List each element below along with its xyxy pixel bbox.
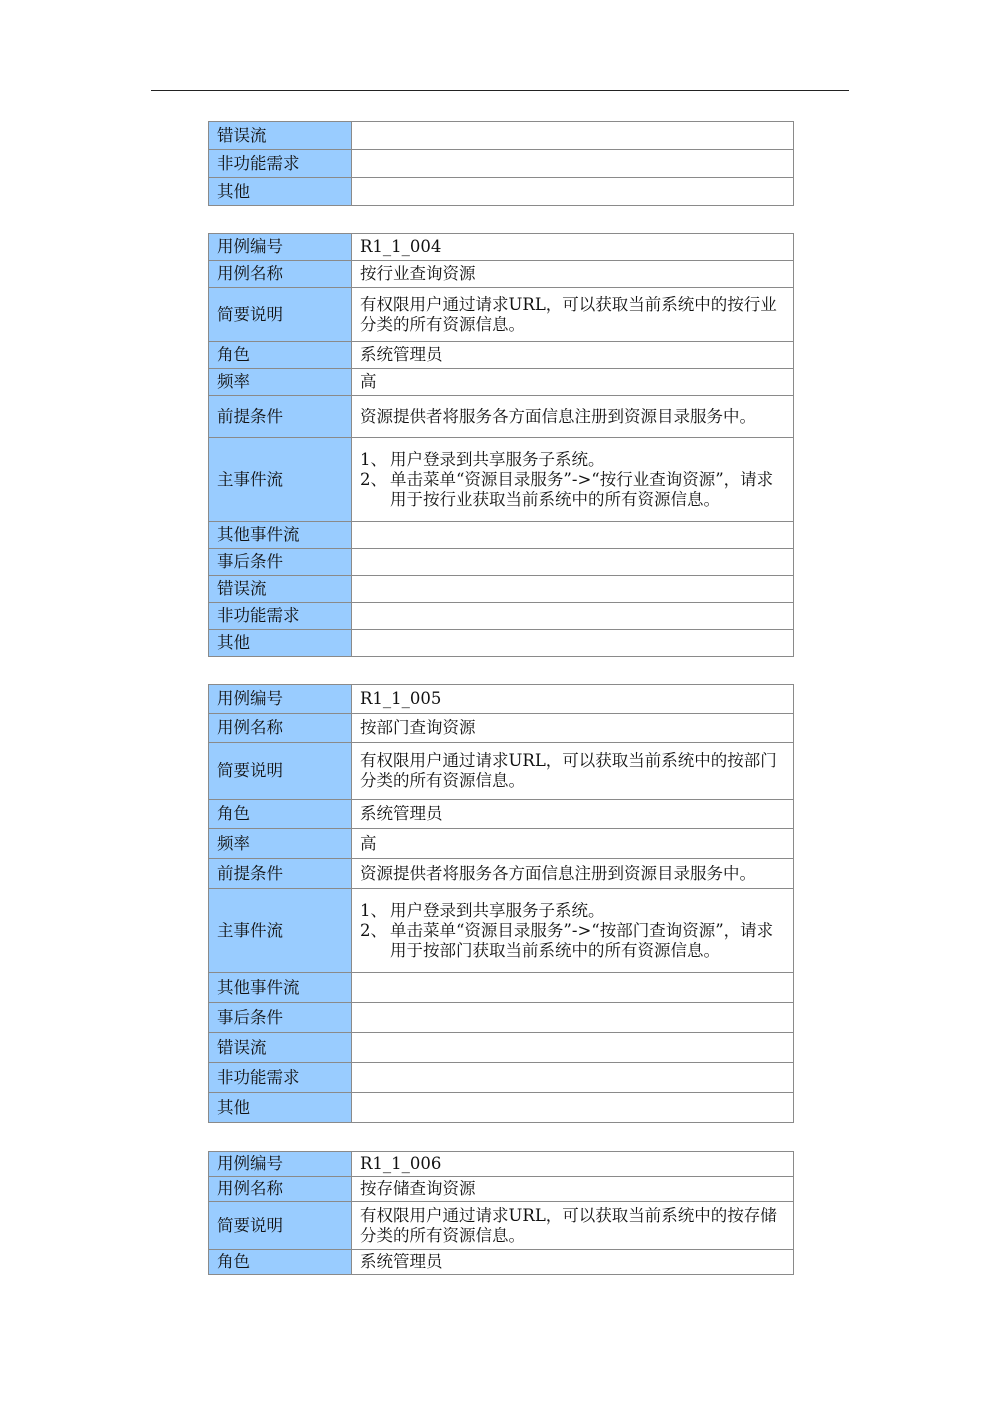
step-text: 单击菜单“资源目录服务”->“按行业查询资源”，请求用于按行业获取当前系统中的所有资源信息。 <box>390 469 774 509</box>
main-flow <box>352 438 794 522</box>
table-row <box>209 889 794 973</box>
step-number: 2、 <box>360 920 387 940</box>
row-value: 有权限用户通过请求URL，可以获取当前系统中的按行业分类的所有资源信息。 <box>352 288 794 342</box>
row-value <box>352 522 794 549</box>
row-value <box>352 1063 794 1093</box>
row-label: 错误流 <box>209 576 352 603</box>
table-row <box>209 630 794 657</box>
row-label: 频率 <box>209 829 352 859</box>
table-row <box>209 576 794 603</box>
row-label: 用例编号 <box>209 685 352 714</box>
use-case-id: R1_1_004 <box>352 234 794 261</box>
row-label: 简要说明 <box>209 743 352 800</box>
row-value: 有权限用户通过请求URL，可以获取当前系统中的按部门分类的所有资源信息。 <box>352 743 794 800</box>
row-label: 简要说明 <box>209 1202 352 1250</box>
step-text: 单击菜单“资源目录服务”->“按部门查询资源”，请求用于按部门获取当前系统中的所有资源信息。 <box>390 920 774 960</box>
row-value: 系统管理员 <box>352 800 794 829</box>
row-label: 角色 <box>209 1250 352 1275</box>
table-row <box>209 342 794 369</box>
use-case-id: R1_1_006 <box>352 1152 794 1177</box>
row-label: 错误流 <box>209 122 352 150</box>
table-row <box>209 1063 794 1093</box>
header-rule <box>151 90 849 91</box>
row-value <box>352 630 794 657</box>
list-item <box>360 901 785 921</box>
list-item <box>360 921 785 961</box>
table-row <box>209 973 794 1003</box>
table-row <box>209 603 794 630</box>
row-value: 系统管理员 <box>352 1250 794 1275</box>
row-value <box>352 973 794 1003</box>
table-row <box>209 438 794 522</box>
table-row <box>209 549 794 576</box>
row-label: 其他事件流 <box>209 973 352 1003</box>
row-label: 用例编号 <box>209 234 352 261</box>
row-label: 用例名称 <box>209 714 352 743</box>
table-row <box>209 369 794 396</box>
main-flow-steps <box>360 901 785 961</box>
row-label: 简要说明 <box>209 288 352 342</box>
row-label: 其他事件流 <box>209 522 352 549</box>
row-value: 高 <box>352 369 794 396</box>
row-label: 角色 <box>209 342 352 369</box>
table-row <box>209 1003 794 1033</box>
step-text: 用户登录到共享服务子系统。 <box>390 900 605 920</box>
use-case-id: R1_1_005 <box>352 685 794 714</box>
row-value: 有权限用户通过请求URL，可以获取当前系统中的按存储分类的所有资源信息。 <box>352 1202 794 1250</box>
row-label: 其他 <box>209 1093 352 1123</box>
table-row <box>209 1152 794 1177</box>
row-label: 前提条件 <box>209 859 352 889</box>
row-label: 用例名称 <box>209 261 352 288</box>
table-row <box>209 261 794 288</box>
row-label: 事后条件 <box>209 1003 352 1033</box>
row-label: 其他 <box>209 178 352 206</box>
row-value <box>352 549 794 576</box>
row-value: 资源提供者将服务各方面信息注册到资源目录服务中。 <box>352 396 794 438</box>
table-row <box>209 178 794 206</box>
row-value <box>352 178 794 206</box>
step-number: 1、 <box>360 900 387 920</box>
use-case-table-006 <box>208 1151 794 1275</box>
row-label: 用例编号 <box>209 1152 352 1177</box>
main-flow <box>352 889 794 973</box>
use-case-name: 按部门查询资源 <box>352 714 794 743</box>
row-label: 其他 <box>209 630 352 657</box>
step-text: 用户登录到共享服务子系统。 <box>390 449 605 469</box>
row-value <box>352 603 794 630</box>
table-row <box>209 1177 794 1202</box>
list-item <box>360 470 785 510</box>
table-row <box>209 1202 794 1250</box>
table-row <box>209 800 794 829</box>
table-row <box>209 829 794 859</box>
table-row <box>209 859 794 889</box>
list-item <box>360 450 785 470</box>
table-row <box>209 685 794 714</box>
row-value: 高 <box>352 829 794 859</box>
table-row <box>209 150 794 178</box>
table-row <box>209 234 794 261</box>
row-label: 非功能需求 <box>209 150 352 178</box>
row-label: 主事件流 <box>209 889 352 973</box>
row-label: 前提条件 <box>209 396 352 438</box>
row-value: 资源提供者将服务各方面信息注册到资源目录服务中。 <box>352 859 794 889</box>
row-label: 用例名称 <box>209 1177 352 1202</box>
table-row <box>209 1250 794 1275</box>
row-label: 频率 <box>209 369 352 396</box>
row-label: 非功能需求 <box>209 603 352 630</box>
table-row <box>209 396 794 438</box>
row-value <box>352 1003 794 1033</box>
table-row <box>209 1093 794 1123</box>
use-case-table-005 <box>208 684 794 1123</box>
step-number: 2、 <box>360 469 387 489</box>
row-label: 主事件流 <box>209 438 352 522</box>
use-case-table-004 <box>208 233 794 657</box>
row-label: 错误流 <box>209 1033 352 1063</box>
row-value <box>352 1033 794 1063</box>
table-row <box>209 714 794 743</box>
step-number: 1、 <box>360 449 387 469</box>
table-row <box>209 122 794 150</box>
row-value <box>352 150 794 178</box>
table-row <box>209 288 794 342</box>
row-value <box>352 122 794 150</box>
row-label: 非功能需求 <box>209 1063 352 1093</box>
row-value: 系统管理员 <box>352 342 794 369</box>
row-label: 事后条件 <box>209 549 352 576</box>
table-row <box>209 522 794 549</box>
use-case-name: 按行业查询资源 <box>352 261 794 288</box>
table-row <box>209 1033 794 1063</box>
main-flow-steps <box>360 450 785 510</box>
table-row <box>209 743 794 800</box>
row-value <box>352 1093 794 1123</box>
use-case-table-continued <box>208 121 794 206</box>
use-case-name: 按存储查询资源 <box>352 1177 794 1202</box>
row-value <box>352 576 794 603</box>
row-label: 角色 <box>209 800 352 829</box>
